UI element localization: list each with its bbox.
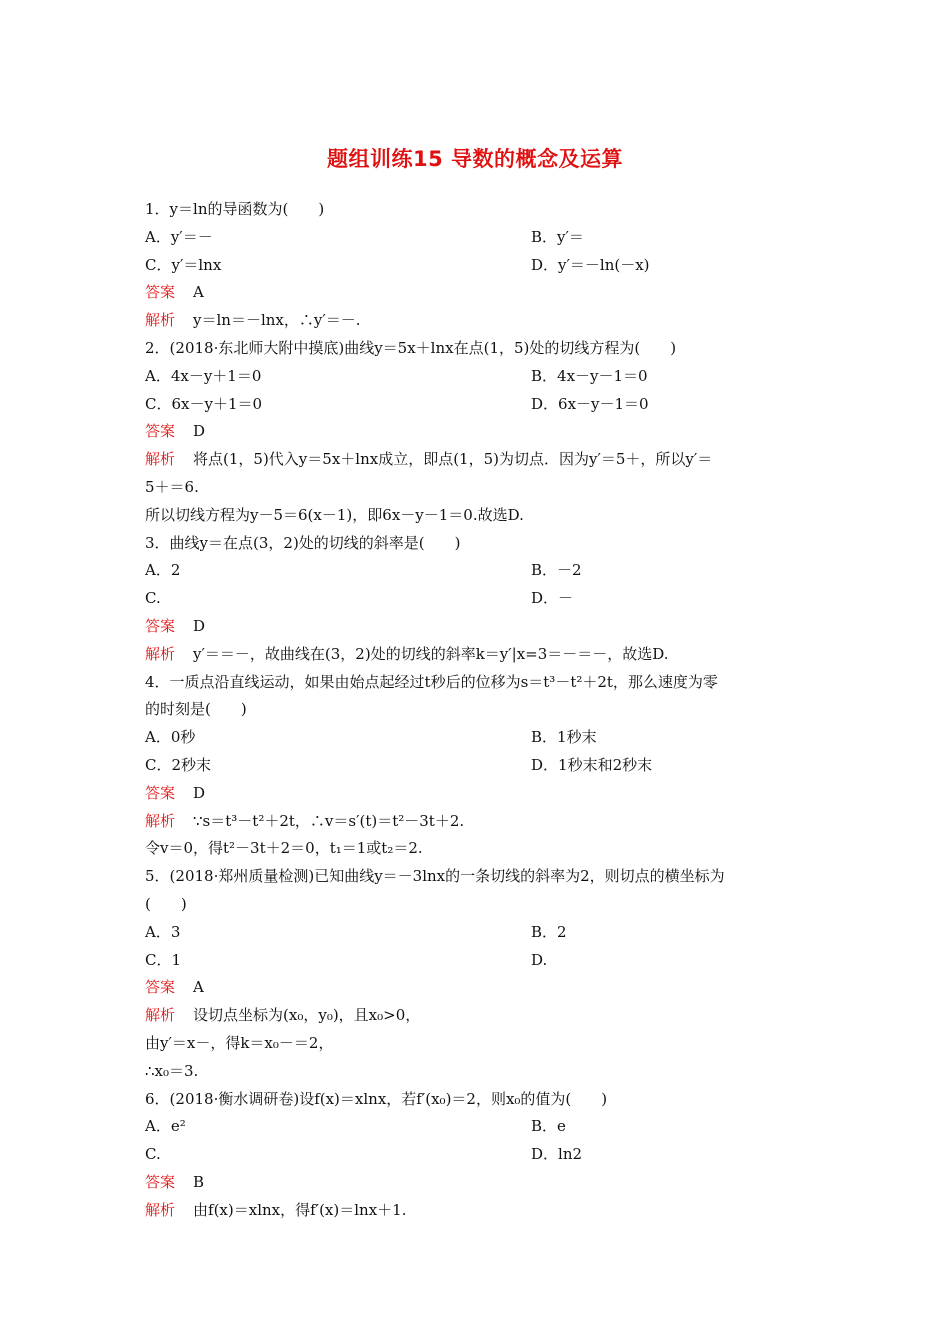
q4-analysis-line2: 令v＝0，得t²－3t＋2＝0，t₁＝1或t₂＝2.: [145, 839, 423, 858]
q6-option-b: B．e: [531, 1117, 566, 1136]
question-list: [145, 196, 815, 1224]
q5-option-d: D.: [531, 950, 548, 969]
answer-label: 答案: [145, 283, 176, 302]
q5-stem-line2: ( ): [145, 894, 187, 913]
q1-analysis-text: y＝ln＝－lnx，∴y′＝－.: [193, 311, 361, 330]
q3-options-cd: [145, 585, 815, 613]
q1-option-a: A．y′＝－: [145, 227, 213, 246]
q5-stem: 5．(2018·郑州质量检测)已知曲线y＝－3lnx的一条切线的斜率为2，则切点的横坐标为: [145, 867, 725, 886]
q6-analysis: [145, 1197, 815, 1225]
q4-answer-value: D: [193, 783, 206, 802]
analysis-label: 解析: [145, 450, 176, 469]
q2-analysis-line3: 所以切线方程为y－5＝6(x－1)，即6x－y－1＝0.故选D.: [145, 505, 524, 524]
q3-option-c: C.: [145, 589, 161, 608]
q6-option-a: A．e²: [145, 1117, 186, 1136]
q6-analysis-text: 由f(x)＝xlnx，得f′(x)＝lnx＋1.: [193, 1200, 407, 1219]
q3-answer: [145, 613, 815, 641]
q2-answer-value: D: [193, 422, 206, 441]
q5-analysis-line3: ∴x₀＝3.: [145, 1061, 199, 1080]
q5-answer-value: A: [193, 978, 204, 997]
q2-analysis-line2: 5＋＝6.: [145, 477, 199, 496]
q1-option-d: D．y′＝－ln(－x): [531, 255, 650, 274]
q6-answer-value: B: [193, 1172, 205, 1191]
q1-options-cd: [145, 252, 815, 280]
q4-options-ab: [145, 724, 815, 752]
q4-analysis: [145, 808, 815, 836]
q4-stem-line2: 的时刻是( ): [145, 700, 247, 719]
q2-stem: 2．(2018·东北师大附中摸底)曲线y＝5x＋lnx在点(1，5)处的切线方程为( ): [145, 338, 677, 357]
q3-option-d: D．－: [531, 589, 574, 608]
q6-option-d: D．ln2: [531, 1145, 583, 1164]
q2-analysis: [145, 446, 815, 474]
q5-option-c: C．1: [145, 950, 182, 969]
analysis-label: 解析: [145, 311, 176, 330]
q5-option-a: A．3: [145, 922, 181, 941]
q4-option-c: C．2秒末: [145, 755, 212, 774]
q3-option-a: A．2: [145, 561, 181, 580]
q4-stem: 4．一质点沿直线运动，如果由始点起经过t秒后的位移为s＝t³－t²＋2t，那么速度为零: [145, 672, 718, 691]
q5-options-cd: [145, 947, 815, 975]
q4-answer: [145, 780, 815, 808]
q2-options-cd: [145, 391, 815, 419]
q2-option-c: C．6x－y＋1＝0: [145, 394, 263, 413]
q5-analysis-text: 设切点坐标为(x₀，y₀)，且x₀>0，: [193, 1006, 421, 1025]
q3-options-ab: [145, 557, 815, 585]
q4-option-a: A．0秒: [145, 728, 196, 747]
q6-options-ab: [145, 1113, 815, 1141]
q6-option-c: C.: [145, 1145, 161, 1164]
answer-label: 答案: [145, 978, 176, 997]
q2-answer: [145, 418, 815, 446]
answer-label: 答案: [145, 783, 176, 802]
analysis-label: 解析: [145, 644, 176, 663]
answer-label: 答案: [145, 1172, 176, 1191]
q1-stem: 1．y＝ln的导函数为( ): [145, 200, 325, 218]
analysis-label: 解析: [145, 811, 176, 830]
q3-stem: 3．曲线y＝在点(3，2)处的切线的斜率是( ): [145, 533, 461, 552]
q1-analysis: [145, 307, 815, 335]
q2-option-d: D．6x－y－1＝0: [531, 394, 649, 413]
q3-analysis: [145, 641, 815, 669]
q3-answer-value: D: [193, 616, 206, 635]
q4-option-d: D．1秒末和2秒末: [531, 755, 653, 774]
q5-options-ab: [145, 919, 815, 947]
q2-option-a: A．4x－y＋1＝0: [145, 366, 262, 385]
q6-options-cd: [145, 1141, 815, 1169]
q4-option-b: B．1秒末: [531, 728, 597, 747]
answer-label: 答案: [145, 616, 176, 635]
q3-option-b: B．－2: [531, 561, 582, 580]
q5-analysis-line2: 由y′＝x－，得k＝x₀－＝2，: [145, 1033, 334, 1052]
q2-option-b: B．4x－y－1＝0: [531, 366, 648, 385]
q2-analysis-text: 将点(1，5)代入y＝5x＋lnx成立，即点(1，5)为切点．因为y′＝5＋，所以y′＝: [193, 450, 713, 469]
q1-answer: [145, 279, 815, 307]
q6-answer: [145, 1169, 815, 1197]
q4-analysis-text: ∵s＝t³－t²＋2t，∴v＝s′(t)＝t²－3t＋2.: [193, 811, 465, 830]
analysis-label: 解析: [145, 1200, 176, 1219]
q1-options-ab: [145, 224, 815, 252]
q1-option-b: B．y′＝: [531, 227, 584, 246]
q5-analysis: [145, 1002, 815, 1030]
q4-options-cd: [145, 752, 815, 780]
q5-answer: [145, 974, 815, 1002]
answer-label: 答案: [145, 422, 176, 441]
q5-option-b: B．2: [531, 922, 567, 941]
q1-answer-value: A: [193, 283, 204, 302]
q2-options-ab: [145, 363, 815, 391]
analysis-label: 解析: [145, 1006, 176, 1025]
q1-option-c: C．y′＝lnx: [145, 255, 222, 274]
q3-analysis-text: y′＝＝－，故曲线在(3，2)处的切线的斜率k＝y′|x=3＝－＝－，故选D.: [193, 644, 669, 663]
q6-stem: 6．(2018·衡水调研卷)设f(x)＝xlnx，若f′(x₀)＝2，则x₀的值为( ): [145, 1089, 608, 1108]
page-title: 题组训练15 导数的概念及运算: [326, 147, 624, 171]
